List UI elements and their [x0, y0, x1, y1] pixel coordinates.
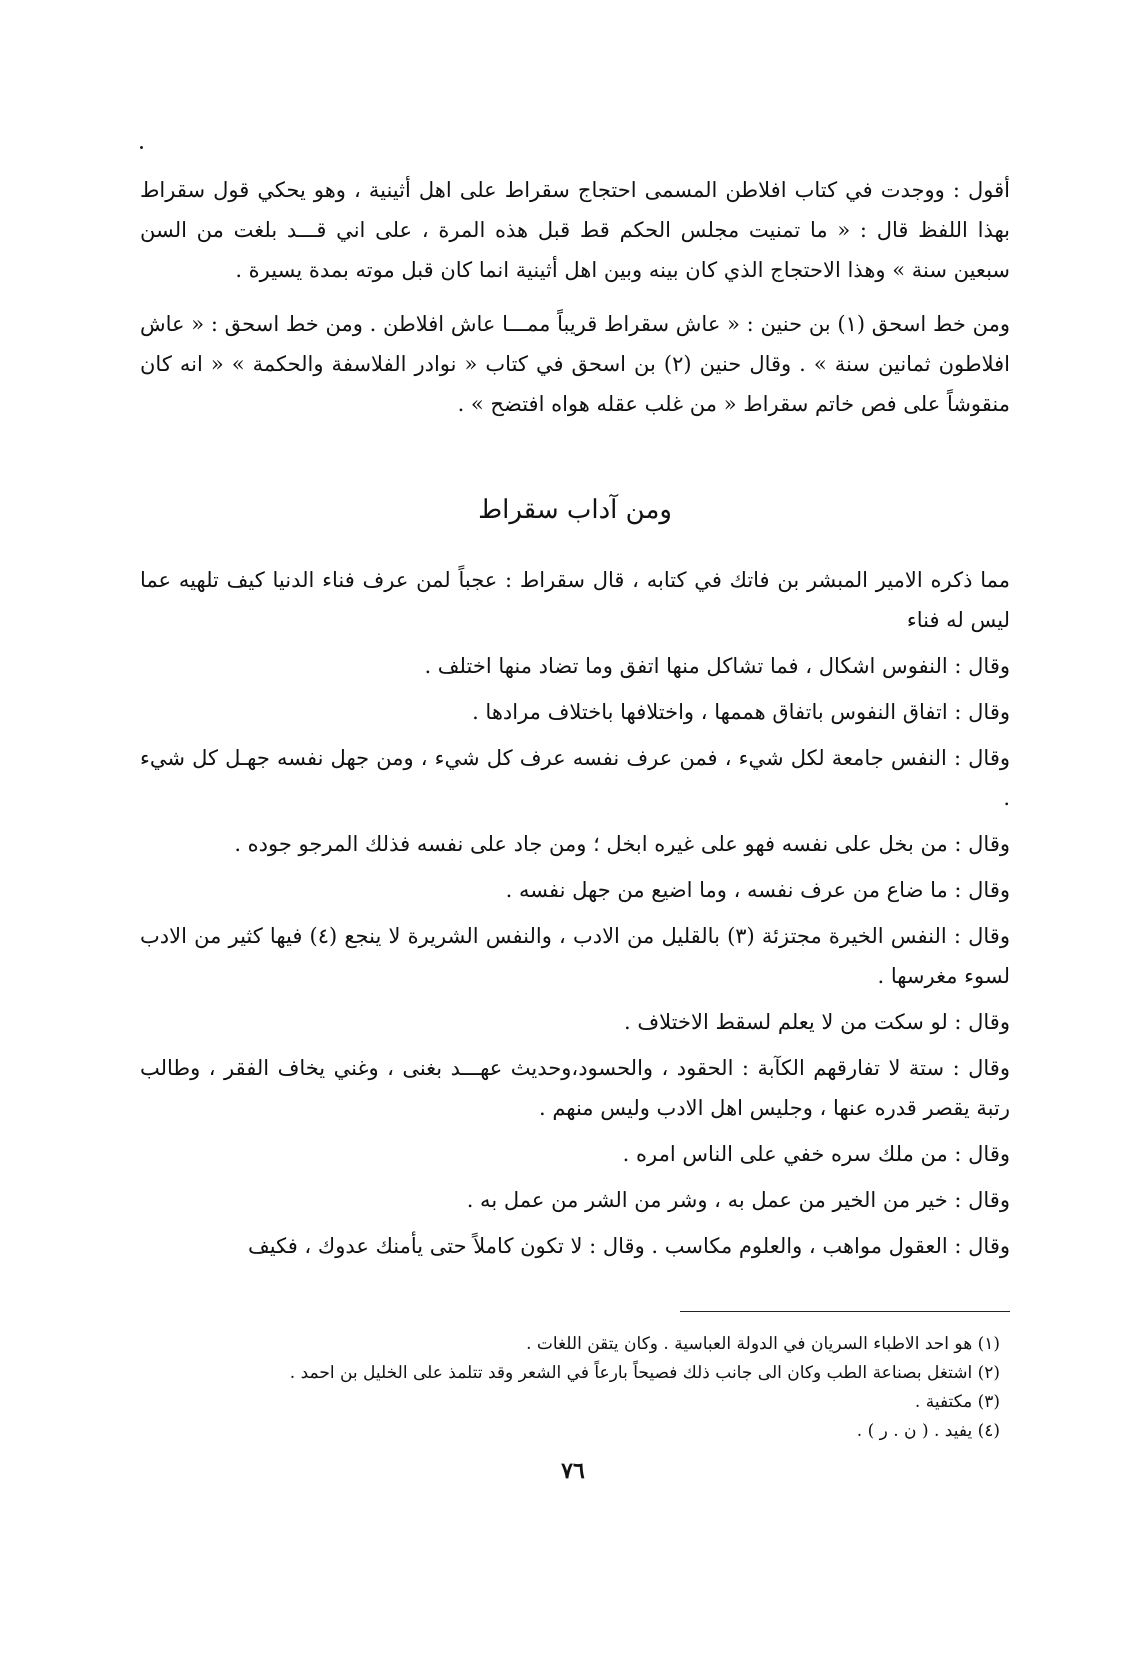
- section-title: ومن آداب سقراط: [478, 495, 672, 525]
- saying-10: وقال : من ملك سره خفي على الناس امره .: [622, 1142, 1010, 1166]
- footnote-1: (١) هو احد الاطباء السريان في الدولة العباسية . وكان يتقن اللغات .: [526, 1334, 1000, 1354]
- saying-12: وقال : العقول مواهب ، والعلوم مكاسب . وقال : لا تكون كاملاً حتى يأمنك عدوك ، فكيف: [248, 1234, 1010, 1258]
- intro-text: [140, 170, 1010, 424]
- saying-4: وقال : النفس جامعة لكل شيء ، فمن عرف نفسه عرف كل شيء ، ومن جهل نفسه جهـل كل شيء .: [140, 746, 1010, 810]
- saying-8: وقال : لو سكت من لا يعلم لسقط الاختلاف .: [624, 1010, 1010, 1034]
- section-text: [140, 560, 1010, 1272]
- page-number: ٧٦: [561, 1458, 585, 1484]
- saying-7: وقال : النفس الخيرة مجتزئة (٣) بالقليل من الادب ، والنفس الشريرة لا ينجع (٤) فيها كثير من الادب لسوء مغرسها .: [140, 924, 1010, 988]
- footnote-3: (٣) مكتفية .: [914, 1392, 1000, 1412]
- saying-9: وقال : ستة لا تفارقهم الكآبة : الحقود ، والحسود،وحديث عهـــد بغنى ، وغني يخاف الفقر ، وطالب رتبة يقصر قدره عنها ، وجليس اهل الادب وليس منهم .: [140, 1056, 1010, 1120]
- saying-6: وقال : ما ضاع من عرف نفسه ، وما اضيع من جهل نفسه .: [505, 878, 1010, 902]
- intro-paragraph-1: أقول : ووجدت في كتاب افلاطن المسمى احتجاج سقراط على اهل أثينية ، وهو يحكي قول سقراط بهذا اللفظ قال : « ما تمنيت مجلس الحكم قط قبل هذه المرة ، على اني قـــد بلغت من السن سبعين سنة » وهذا الاحتجاج الذي كان بينه وبين اهل أثينية انما كان قبل موته بمدة يسيرة .: [140, 178, 1010, 282]
- saying-3: وقال : اتفاق النفوس باتفاق هممها ، واختلافها باختلاف مرادها .: [472, 700, 1010, 724]
- footnote-4: (٤) يفيد . ( ن . ر ) .: [856, 1421, 1000, 1441]
- saying-5: وقال : من بخل على نفسه فهو على غيره ابخل ؛ ومن جاد على نفسه فذلك المرجو جوده .: [234, 832, 1010, 856]
- saying-1: مما ذكره الامير المبشر بن فاتك في كتابه ، قال سقراط : عجباً لمن عرف فناء الدنيا كيف تلهيه عما ليس له فناء: [140, 568, 1010, 632]
- ink-dot: [140, 146, 143, 149]
- footnote-2: (٢) اشتغل بصناعة الطب وكان الى جانب ذلك فصيحاً بارعاً في الشعر وقد تتلمذ على الخليل بن احمد .: [289, 1363, 1000, 1383]
- saying-11: وقال : خير من الخير من عمل به ، وشر من الشر من عمل به .: [466, 1188, 1010, 1212]
- footnote-divider: [680, 1311, 1010, 1312]
- footnotes: [140, 1330, 1000, 1446]
- intro-paragraph-2: ومن خط اسحق (١) بن حنين : « عاش سقراط قريباً ممـــا عاش افلاطن . ومن خط اسحق : « عاش افلاطون ثمانين سنة » . وقال حنين (٢) بن اسحق في كتاب « نوادر الفلاسفة والحكمة » « انه كان منقوشاً على فص خاتم سقراط « من غلب عقله هواه افتضح » .: [140, 312, 1010, 416]
- saying-2: وقال : النفوس اشكال ، فما تشاكل منها اتفق وما تضاد منها اختلف .: [424, 654, 1010, 678]
